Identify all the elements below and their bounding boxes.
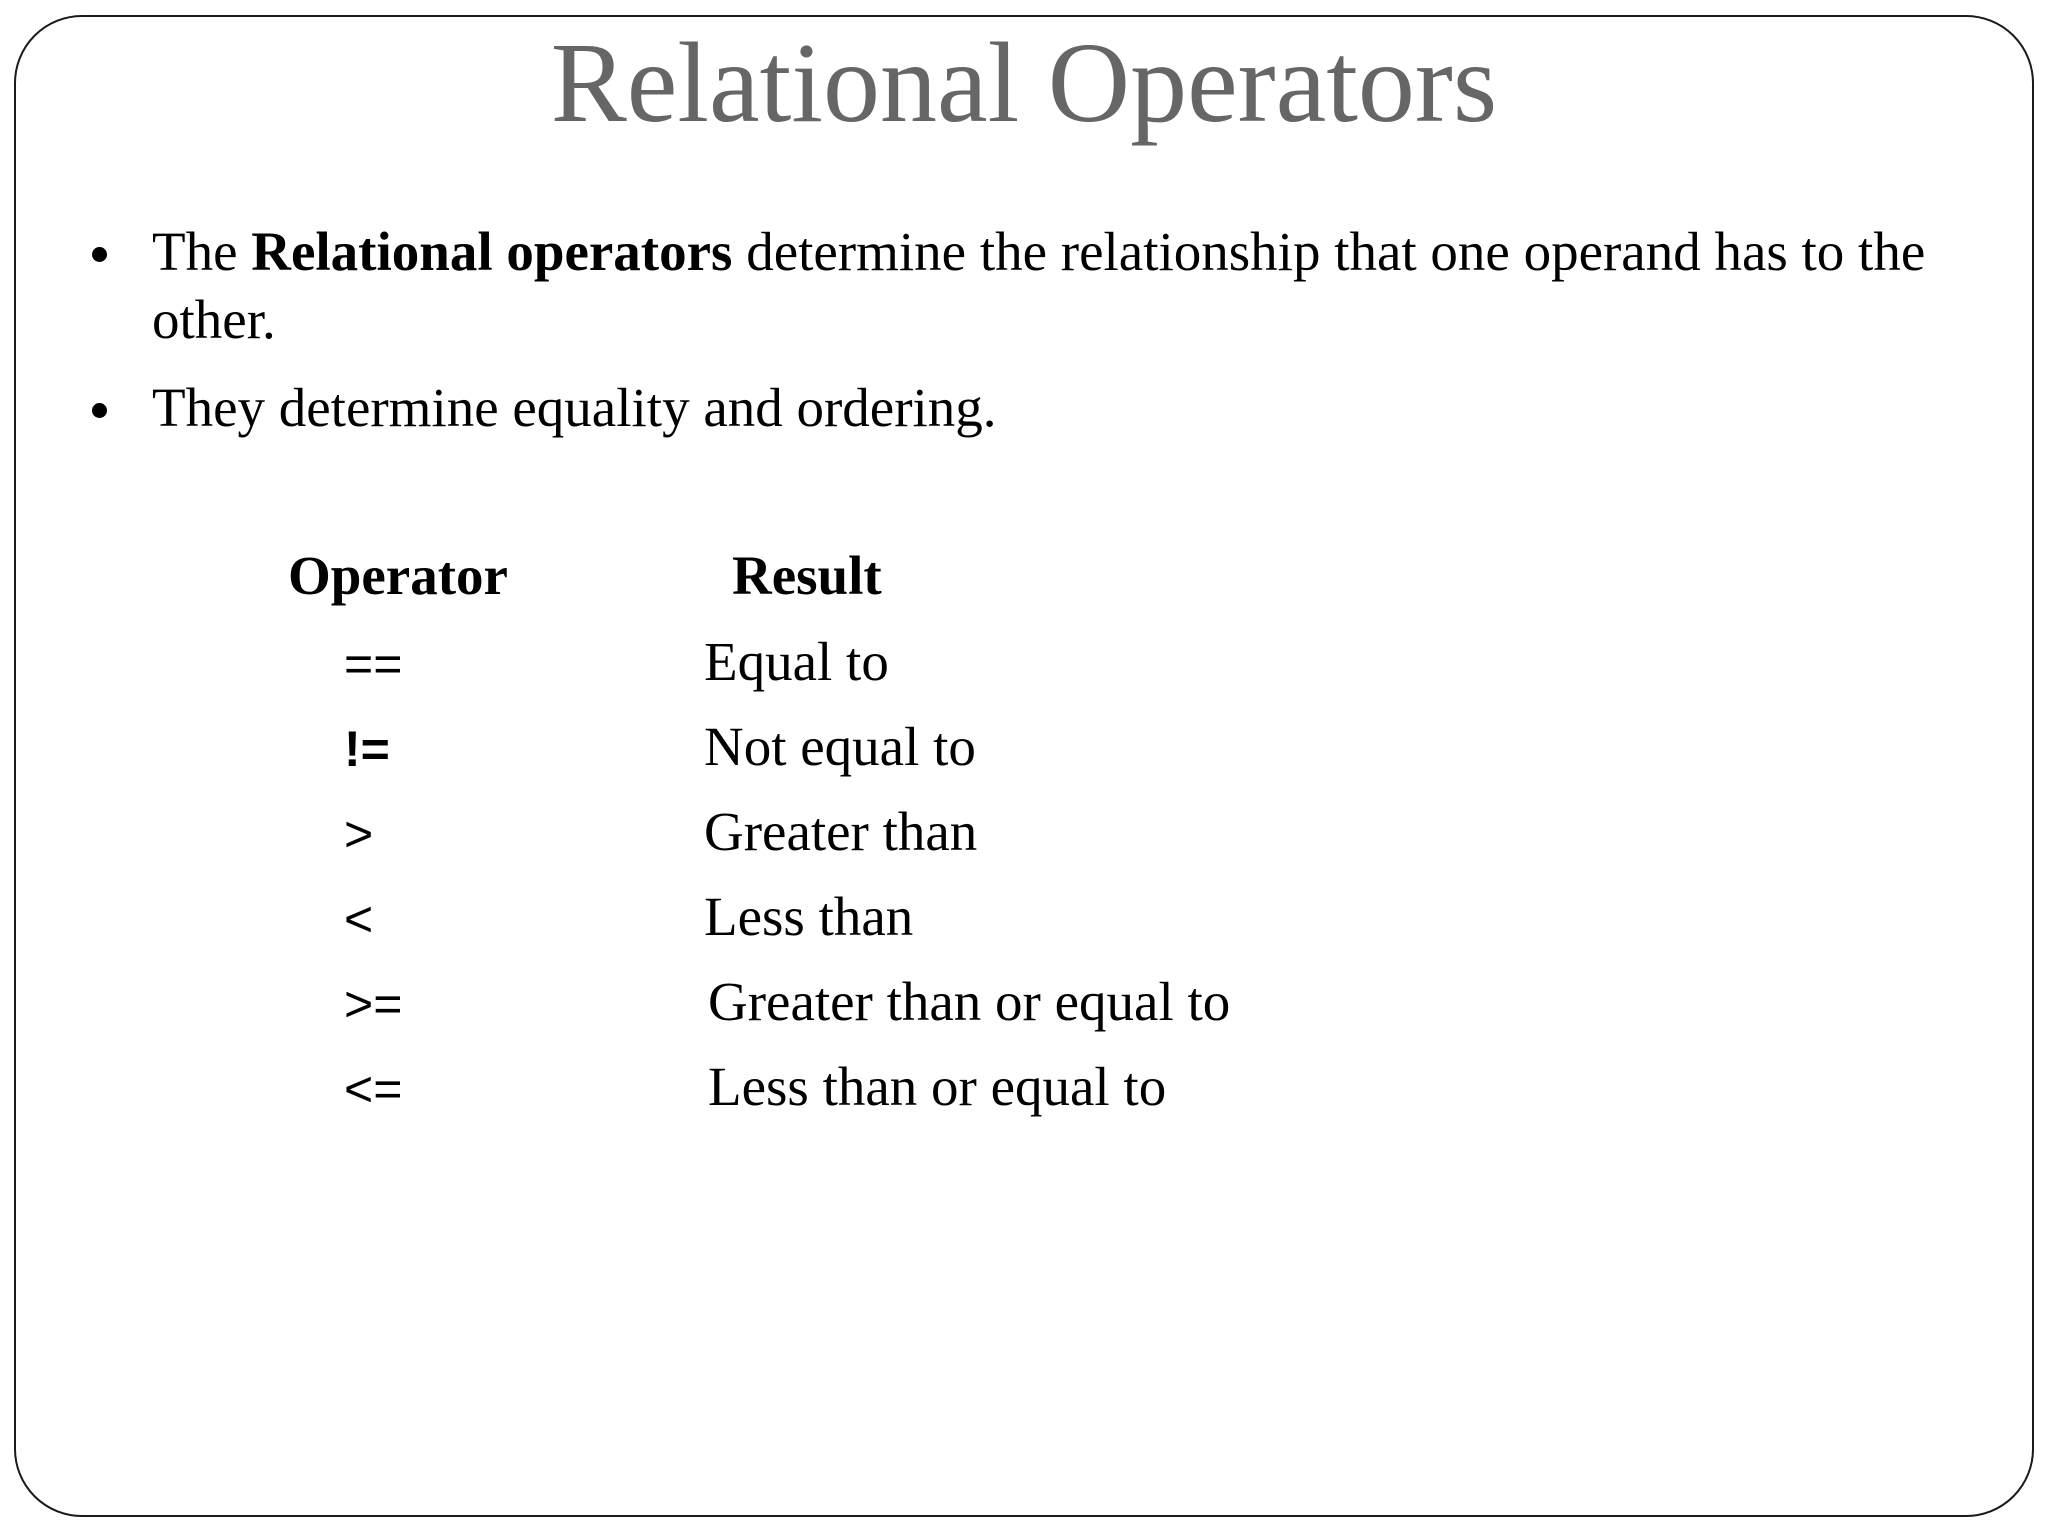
result-cell: Less than [704, 886, 914, 947]
operator-header: Operator [288, 545, 508, 606]
result-cell: Greater than [704, 801, 978, 862]
slide-title: Relational Operators [550, 19, 1498, 146]
result-cell: Not equal to [704, 716, 976, 777]
bullet-list [88, 218, 1968, 462]
bullet-item-1 [88, 218, 1968, 354]
result-cell: Equal to [704, 631, 889, 692]
operator-cell: <= [344, 1061, 403, 1117]
bullet-1-bold-term: Relational operators [251, 221, 733, 282]
result-cell: Greater than or equal to [708, 971, 1231, 1032]
bullet-dot-icon [92, 403, 107, 418]
operator-cell: >= [344, 976, 403, 1032]
bullet-dot-icon [92, 247, 107, 262]
operator-cell: > [344, 806, 374, 862]
result-cell: Less than or equal to [708, 1056, 1167, 1117]
operator-cell: == [344, 636, 403, 692]
bullet-2-text: They determine equality and ordering. [152, 377, 997, 438]
bullet-1-suffix: determine the relationship that one operand has to the other. [152, 221, 1926, 350]
result-header: Result [732, 545, 882, 606]
operator-cell: < [344, 891, 374, 947]
operator-cell: != [344, 721, 390, 777]
bullet-item-2 [88, 374, 1968, 442]
bullet-1-prefix: The [152, 221, 252, 282]
